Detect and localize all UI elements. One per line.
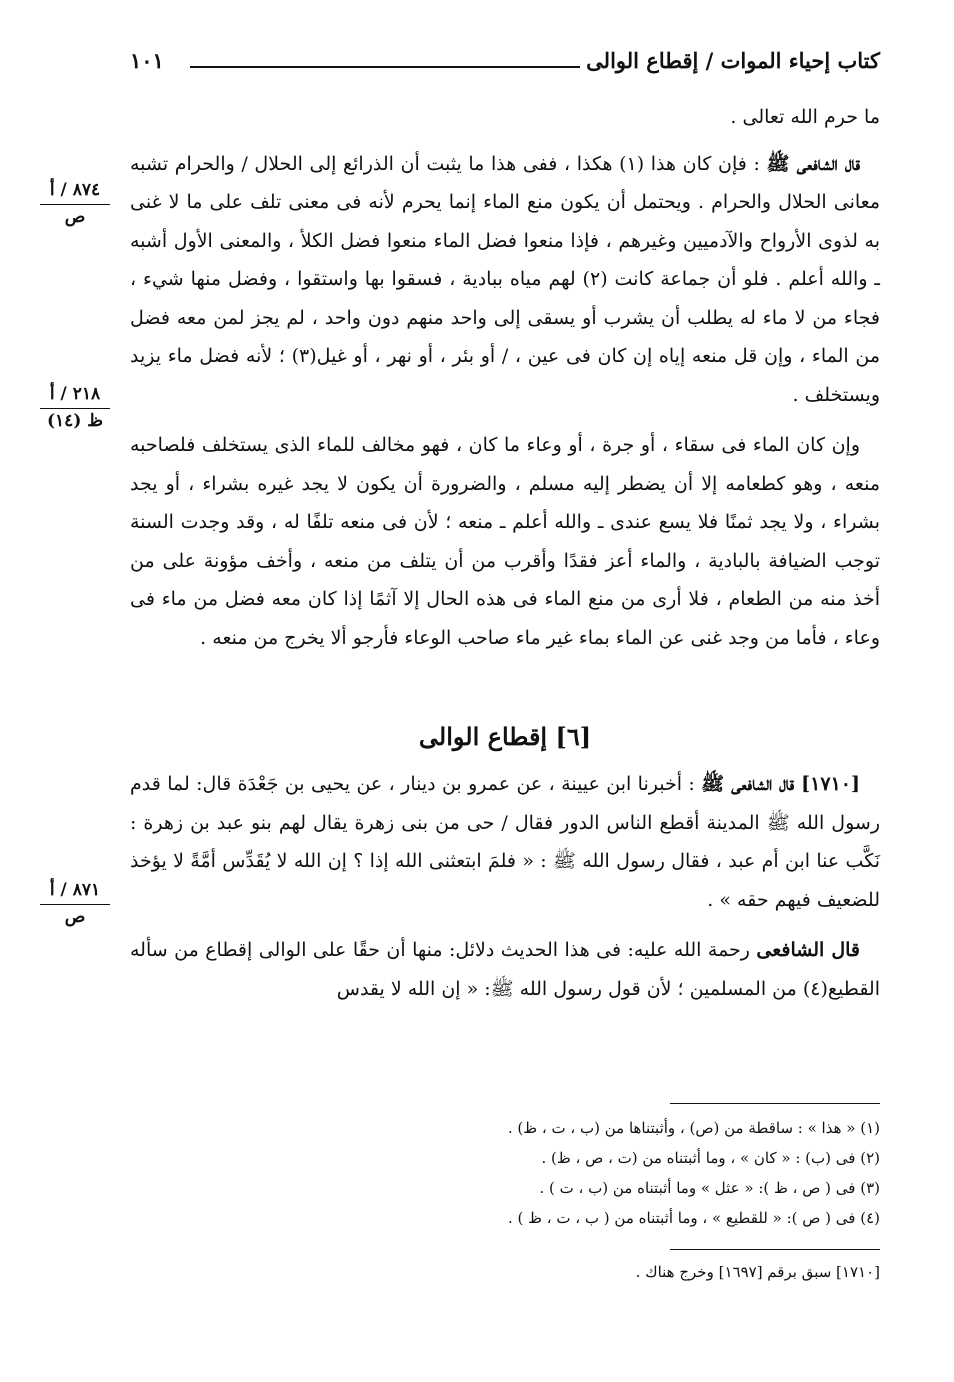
hadith-footnotes	[300, 1257, 880, 1287]
margin-note-ref: ٨٧١ / أ	[40, 878, 110, 905]
paragraph	[130, 98, 880, 137]
paragraph-lead: [١٧١٠] قال الشافعى ﷺ	[701, 773, 860, 795]
header-rule	[190, 66, 580, 68]
margin-note-2	[40, 382, 110, 433]
footnote: (٢) فى (ب) : « كان » ، وما أثبتناه من (ت ، ص ، ظ) .	[541, 1149, 880, 1167]
footnote-rule	[670, 1249, 880, 1250]
section-title: [٦] إقطاع الوالى	[418, 722, 592, 751]
paragraph	[130, 765, 880, 919]
paragraph-text: : فإن كان هذا (١) هكذا ، ففى هذا ما يثبت أن الذرائع إلى الحلال / والحرام تشبه معانى الحلال والحرام . ويحتمل أن يكون منع الماء إنما يحرم لأنه فى معنى تلف على ما لا غنى به لذوى الأرواح والآدميين وغيرهم ، فإذا منعوا فضل الماء منعوا فضل الكلأ ، والمعنى الأول أشبه ـ والله أعلم . فلو أن جماعة كانت (٢) لهم مياه ببادية ، فسقوا بها واستقوا ، وفضل منها شيء ، فجاء من لا ماء له يطلب أن يشرب أو يسقى إلى واحد منهم دون واحد ، لم يجز لمن معه فضل من الماء ، وإن قل منعه إياه إن كان فى عين ، / أو بئر ، أو نهر ، أو غيل(٣) ؛ لأنه فضل ماء يزيد ويستخلف .	[130, 152, 880, 406]
footnotes	[300, 1113, 880, 1233]
footnote-rule	[670, 1103, 880, 1104]
footnote: (٤) فى ( ص ): « للقطيع » ، وما أثبتناه من ( ب ، ت ، ظ ) .	[508, 1209, 880, 1227]
margin-note-source: ص	[64, 907, 86, 927]
page-number: ١٠١	[130, 48, 164, 73]
header-title: كتاب إحياء الموات / إقطاع الوالى	[586, 48, 880, 73]
paragraph	[130, 145, 880, 415]
paragraph-lead: قال الشافعى ﷺ	[766, 152, 860, 175]
paragraph	[130, 426, 880, 657]
paragraph-lead: قال الشافعى	[756, 939, 860, 961]
footnote: (١) « هذا » : ساقطة من (ص) ، وأثبتناها من (ب ، ت ، ظ) .	[507, 1119, 880, 1137]
paragraph	[130, 931, 880, 1008]
margin-note-1	[40, 178, 110, 229]
paragraph-text: : أخبرنا ابن عيينة ، عن عمرو بن دينار ، عن يحيى بن جَعْدَة قال: لما قدم رسول الله ﷺ المدينة أقطع الناس الدور فقال / حى من بنى زهرة يقال لهم بنو عبد بن زهرة : نَكَّب عنا ابن أم عبد ، فقال رسول الله ﷺ : « فلمَ ابتعثنى الله إذا ؟ إن الله لا يُقَدِّس أمَّةً لا يؤخذ للضعيف فيهم حقه » .	[130, 773, 880, 911]
main-text	[130, 98, 880, 1020]
margin-note-source: ظ (١٤)	[47, 411, 103, 431]
footnote: [١٧١٠] سبق برقم [١٦٩٧] وخرج هناك .	[635, 1263, 880, 1281]
running-header	[130, 48, 880, 84]
paragraph-text: وإن كان الماء فى سقاء ، أو جرة ، أو وعاء ما كان ، فهو مخالف للماء الذى يستخلف فلصاحبه منعه ، وهو كطعامه إلا أن يضطر إليه مسلم ، والضرورة أن يكون لا يجد غيره بشراء ، أو يجد بشراء ، ولا يجد ثمنًا فلا يسع عندى ـ والله أعلم ـ منعه ؛ لأن فى منعه تلفًا له ، وقد وجدت السنة توجب الضيافة بالبادية ، والماء أعز فقدًا وأقرب من أن يتلف من منعه ، وأخف مؤونة على من أخذ منه من الطعام ، فلا أرى من منع الماء فى هذه الحال إلا آثمًا إذا كان معه فضل من ماء فى وعاء ، فأما من وجد غنى عن الماء بماء غير ماء صاحب الوعاء فأرجو ألا يخرج من منعه .	[130, 434, 880, 649]
paragraph-text: ما حرم الله تعالى .	[730, 106, 880, 128]
footnote: (٣) فى ( ص ، ظ ): « عثل » وما أثبتناه من (ب ، ت ) .	[539, 1179, 880, 1197]
margin-note-ref: ٨٧٤ / أ	[40, 178, 110, 205]
margin-note-ref: ٢١٨ / أ	[40, 382, 110, 409]
margin-note-source: ص	[64, 207, 86, 227]
margin-note-3	[40, 878, 110, 929]
paragraph-text: رحمة الله عليه: فى هذا الحديث دلائل: منها أن حقًا على الوالى إقطاع من سأله القطيع(٤) من المسلمين ؛ لأن قول رسول الله ﷺ: « إن الله لا يقدس	[130, 939, 880, 1000]
